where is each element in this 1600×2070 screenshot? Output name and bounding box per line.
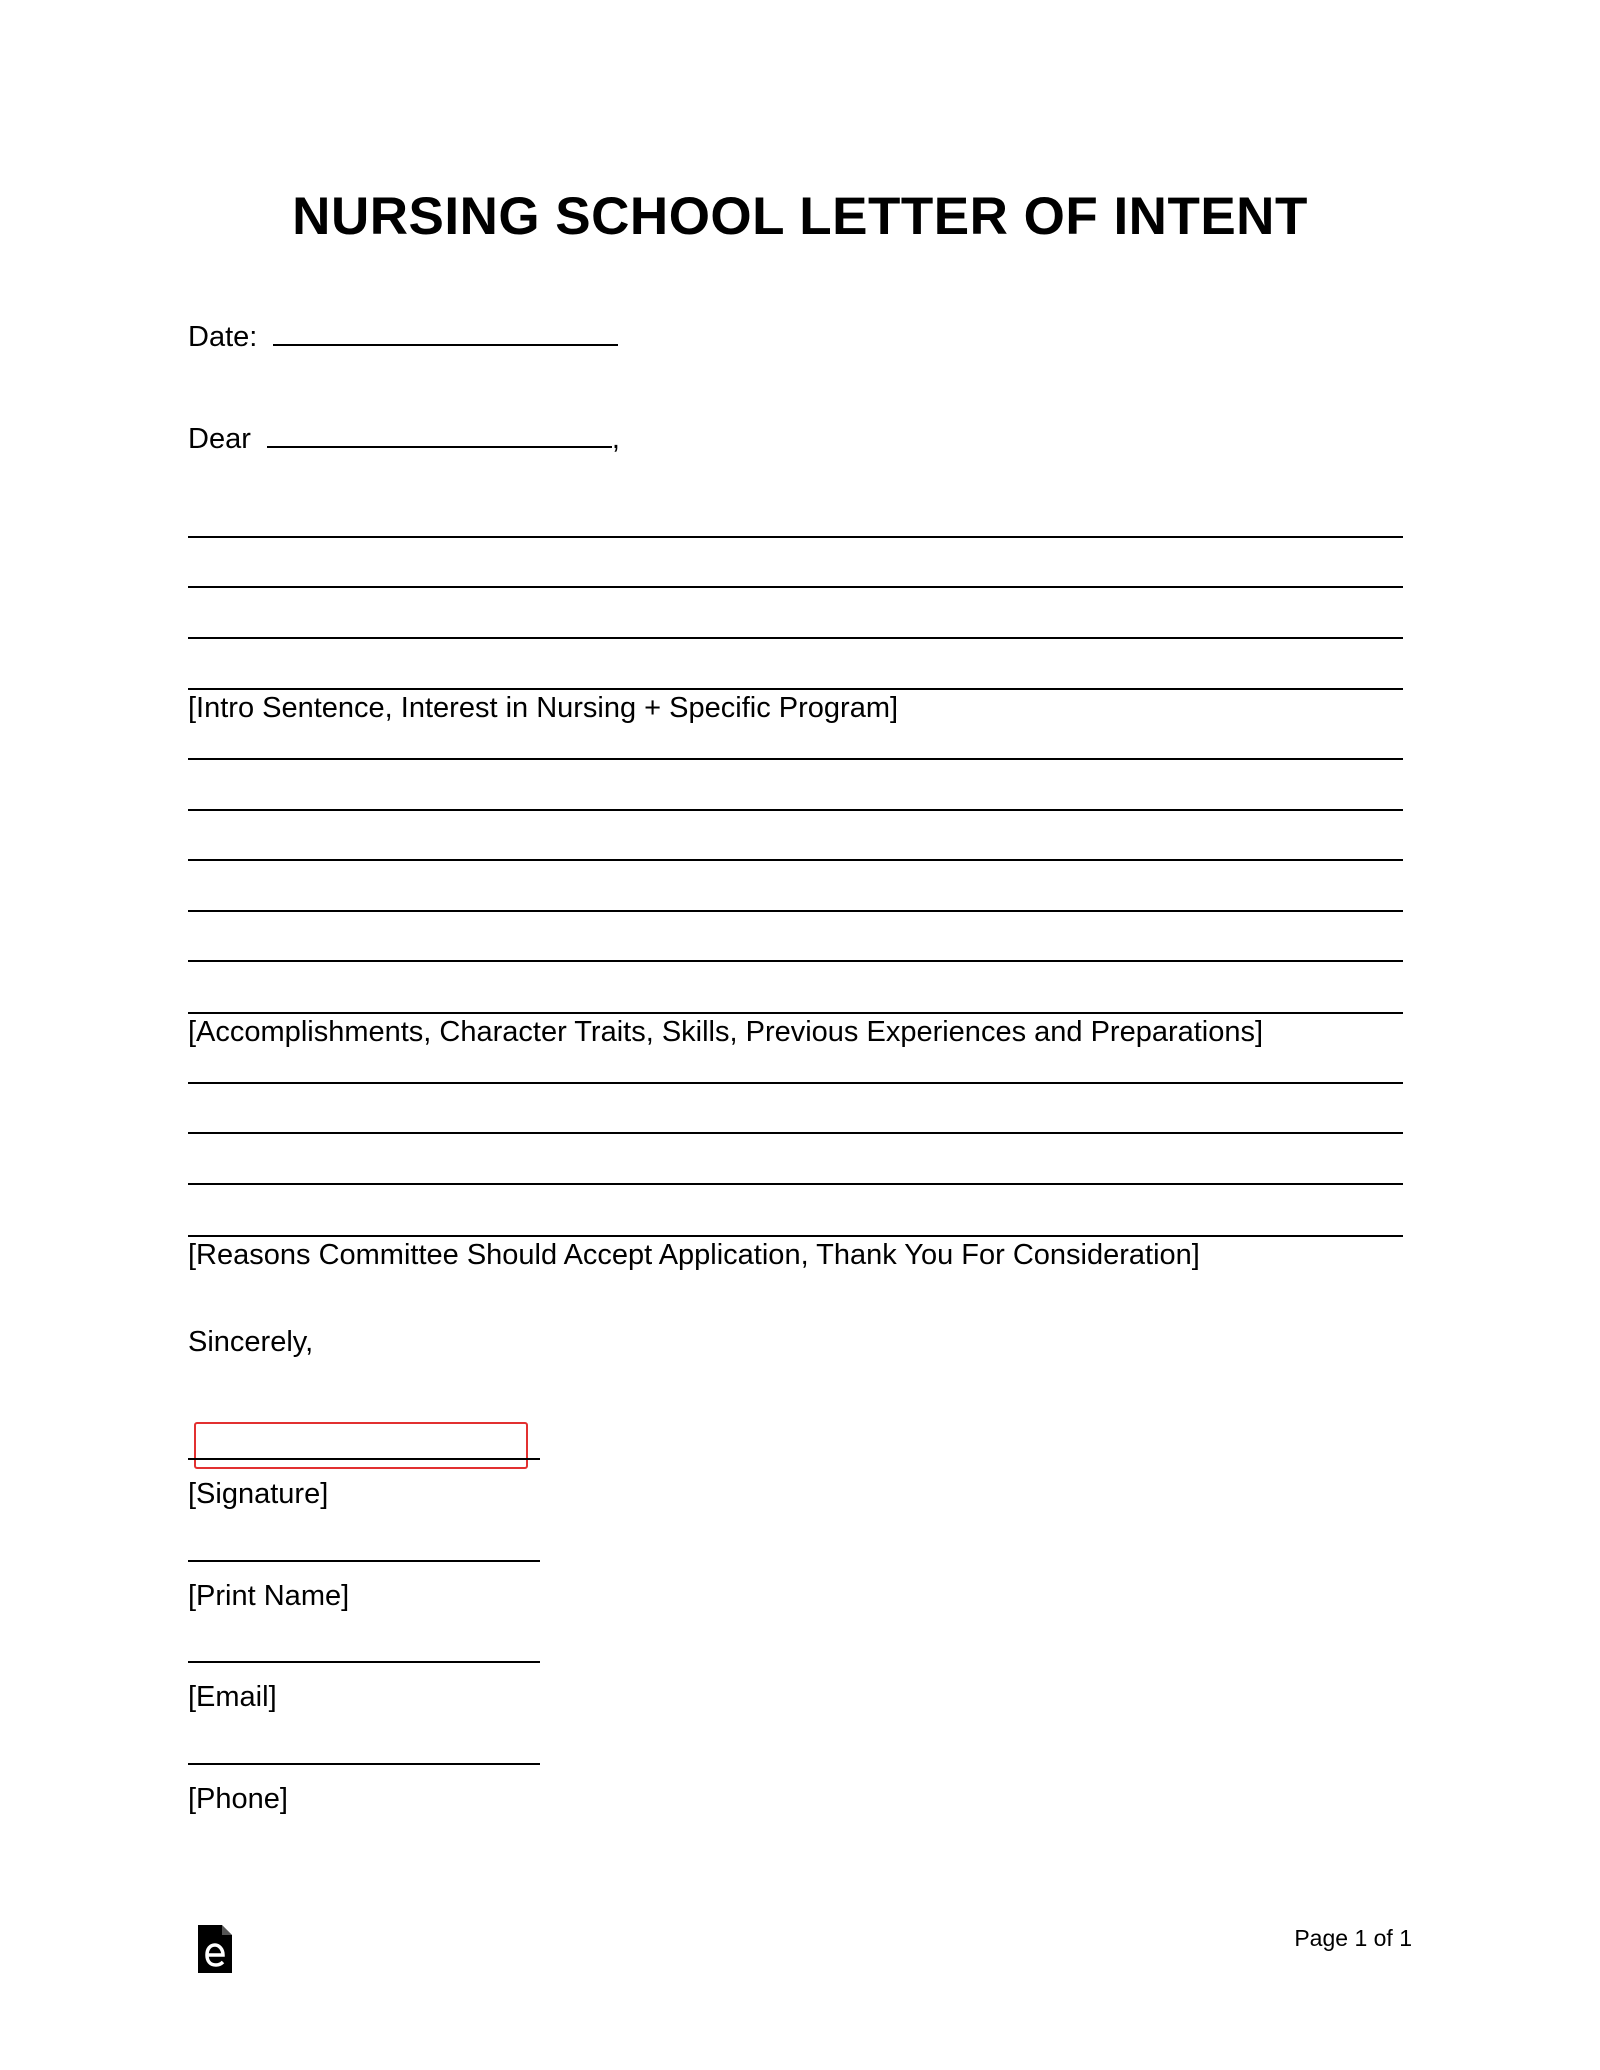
- reasons-line[interactable]: [188, 1235, 1403, 1237]
- reasons-line[interactable]: [188, 1132, 1403, 1134]
- dear-suffix: ,: [611, 423, 620, 455]
- date-field[interactable]: [273, 318, 618, 346]
- email-line[interactable]: [188, 1661, 540, 1663]
- dear-label: Dear: [188, 423, 251, 455]
- intro-hint: [Intro Sentence, Interest in Nursing + Specific Program]: [188, 692, 899, 724]
- accomplishments-line[interactable]: [188, 859, 1403, 861]
- date-label: Date:: [188, 321, 258, 353]
- accomplishments-line[interactable]: [188, 809, 1403, 811]
- accomplishments-line[interactable]: [188, 1012, 1403, 1014]
- accomplishments-line[interactable]: [188, 758, 1403, 760]
- intro-line[interactable]: [188, 536, 1403, 538]
- print-name-line[interactable]: [188, 1560, 540, 1562]
- esign-logo-icon: [196, 1923, 234, 1975]
- closing-text: Sincerely,: [188, 1326, 314, 1358]
- print-name-label: [Print Name]: [188, 1580, 350, 1612]
- signature-line[interactable]: [188, 1458, 540, 1460]
- accomplishments-hint: [Accomplishments, Character Traits, Skills, Previous Experiences and Preparations]: [188, 1016, 1264, 1048]
- reasons-line[interactable]: [188, 1082, 1403, 1084]
- intro-line[interactable]: [188, 586, 1403, 588]
- phone-label: [Phone]: [188, 1783, 288, 1815]
- signature-highlight-box[interactable]: [194, 1422, 528, 1469]
- recipient-field[interactable]: [267, 420, 612, 448]
- page-title: NURSING SCHOOL LETTER OF INTENT: [292, 187, 1308, 246]
- intro-line[interactable]: [188, 688, 1403, 690]
- intro-line[interactable]: [188, 637, 1403, 639]
- salutation-line: [188, 420, 620, 456]
- page-number: Page 1 of 1: [1294, 1925, 1412, 1951]
- phone-line[interactable]: [188, 1763, 540, 1765]
- accomplishments-line[interactable]: [188, 910, 1403, 912]
- accomplishments-line[interactable]: [188, 960, 1403, 962]
- date-line: [188, 318, 618, 354]
- signature-label: [Signature]: [188, 1478, 329, 1510]
- email-label: [Email]: [188, 1681, 277, 1713]
- reasons-hint: [Reasons Committee Should Accept Application, Thank You For Consideration]: [188, 1239, 1200, 1271]
- reasons-line[interactable]: [188, 1183, 1403, 1185]
